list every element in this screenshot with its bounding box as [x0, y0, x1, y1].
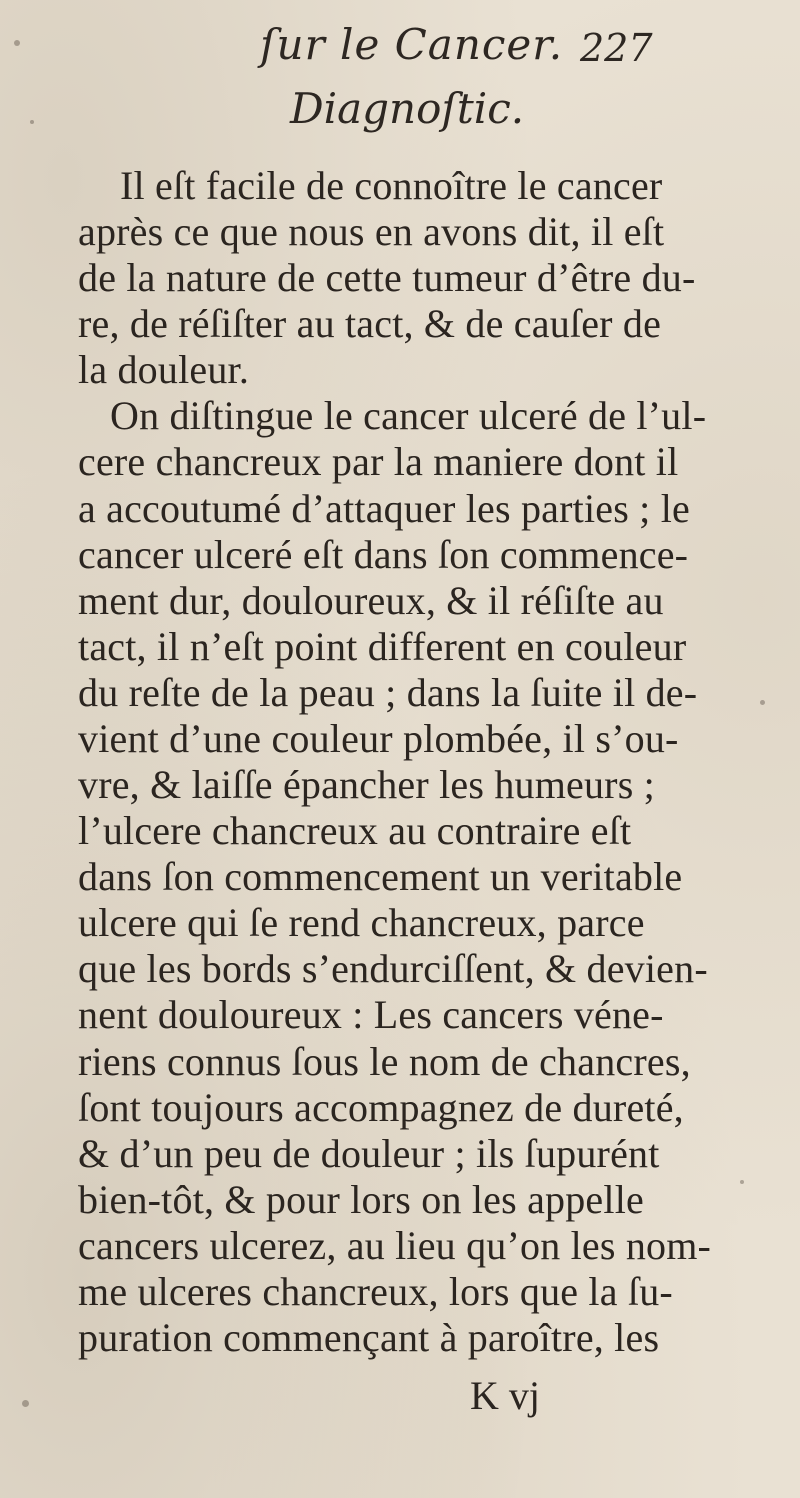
text-line: que les bords s’endurciſſent, & devien- [78, 946, 708, 991]
text-line: Il eſt facile de connoître le cancer [120, 163, 663, 208]
text-line: tact, il n’eſt point different en couleur [78, 624, 687, 669]
signature-mark: K vj [470, 1373, 540, 1418]
text-line: dans ſon commencement un veritable [78, 854, 683, 899]
text-line: me ulceres chancreux, lors que la ſu- [78, 1269, 673, 1314]
paper-speck [30, 120, 34, 124]
text-line: cancer ulceré eſt dans ſon commence- [78, 532, 689, 577]
section-heading: Diagnoſtic. [290, 84, 525, 133]
running-head-title: ſur le Cancer. [260, 20, 564, 69]
paper-speck [760, 700, 765, 705]
text-line: la douleur. [78, 347, 250, 392]
text-line: ſont toujours accompagnez de dureté, [78, 1085, 684, 1130]
paper-speck [740, 1180, 744, 1184]
text-line: vre, & laiſſe épancher les humeurs ; [78, 762, 655, 807]
text-line: nent douloureux : Les cancers véne- [78, 992, 664, 1037]
text-line: vient d’une couleur plombée, il s’ou- [78, 716, 679, 761]
text-line: ment dur, douloureux, & il réſiſte au [78, 578, 664, 623]
text-line: cancers ulcerez, au lieu qu’on les nom- [78, 1223, 712, 1268]
text-line: re, de réſiſter au tact, & de cauſer de [78, 301, 662, 346]
paper-speck [22, 1400, 29, 1407]
text-line: riens connus ſous le nom de chancres, [78, 1039, 691, 1084]
text-line: du reſte de la peau ; dans la ſuite il de- [78, 670, 698, 715]
text-line: a accoutumé d’attaquer les parties ; le [78, 486, 690, 531]
text-line: On diſtingue le cancer ulceré de l’ul- [110, 393, 707, 438]
text-line: après ce que nous en avons dit, il eſt [78, 209, 665, 254]
text-line: bien-tôt, & pour lors on les appelle [78, 1177, 644, 1222]
page-number: 227 [580, 26, 653, 70]
text-line: l’ulcere chancreux au contraire eſt [78, 808, 632, 853]
text-line: cere chancreux par la maniere dont il [78, 439, 679, 484]
paper-speck [14, 40, 20, 46]
text-line: & d’un peu de douleur ; ils ſupurént [78, 1131, 660, 1176]
text-line: puration commençant à paroître, les [78, 1315, 660, 1360]
text-line: de la nature de cette tumeur d’être du- [78, 255, 696, 300]
running-head [200, 12, 720, 82]
text-line: ulcere qui ſe rend chancreux, parce [78, 900, 645, 945]
